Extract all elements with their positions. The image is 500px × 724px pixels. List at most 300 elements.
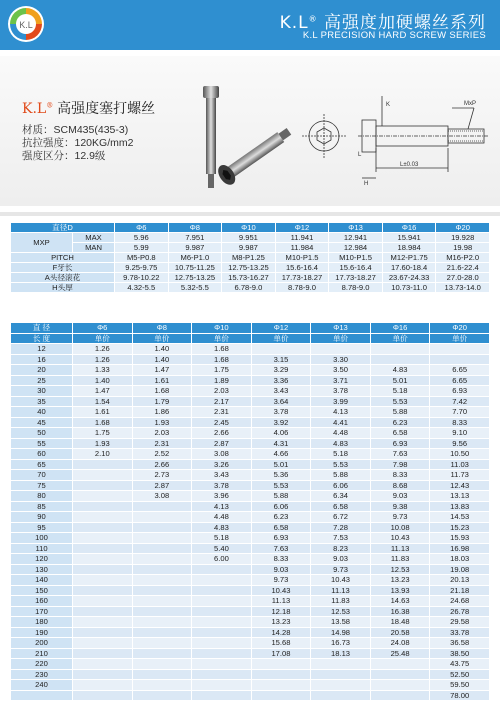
spec-cell: 21.6-22.4 [436,263,490,273]
length-cell: 45 [11,417,73,428]
price-cell: 16.38 [370,606,430,617]
table-row [11,273,490,283]
price-cell: 24.68 [430,596,490,607]
row-label: MAN [73,243,115,253]
table-row [11,253,490,263]
price-cell [73,638,133,649]
price-cell: 3.71 [311,375,371,386]
price-cell: 12.53 [370,564,430,575]
price-header-units [11,333,490,344]
price-cell: 14.28 [251,627,311,638]
price-cell [251,690,311,701]
diameter-cell: Φ8 [168,223,222,233]
svg-text:L±0.03: L±0.03 [400,162,419,168]
spec-cell: 6.78-9.0 [222,283,276,293]
price-cell: 9.73 [251,575,311,586]
price-cell [73,659,133,670]
table-row [11,606,490,617]
price-cell: 4.83 [192,522,252,533]
spec-cell: 23.67-24.33 [382,273,436,283]
price-cell: 26.78 [430,606,490,617]
spec-cell: 12.941 [329,233,383,243]
diameter-cell: Φ16 [382,223,436,233]
diameter-cell: Φ20 [436,223,490,233]
spec-cell: 11.984 [275,243,329,253]
diameter-cell: Φ12 [251,323,311,334]
price-cell: 1.26 [73,354,133,365]
table-row [11,354,490,365]
price-cell: 3.99 [311,396,371,407]
price-cell: 24.08 [370,638,430,649]
unit-price-label: 单价 [192,333,252,344]
spec-tensile: 抗拉强度：120KG/mm2 [22,137,134,149]
price-cell: 13.13 [430,491,490,502]
price-cell [370,344,430,355]
spec-cell: M16-P2.0 [436,253,490,263]
price-cell: 11.83 [311,596,371,607]
table-row [11,680,490,691]
price-cell: 2.73 [132,470,192,481]
price-cell [73,617,133,628]
bolt-photo [188,80,300,200]
price-cell: 14.98 [311,627,371,638]
price-cell: 10.50 [430,449,490,460]
table-row [11,407,490,418]
brand-subtitle: K.L PRECISION HARD SCREW SERIES [302,30,486,41]
length-cell: 100 [11,533,73,544]
length-cell: 35 [11,396,73,407]
price-cell [73,480,133,491]
price-cell: 5.53 [370,396,430,407]
price-cell: 3.29 [251,365,311,376]
price-cell: 4.66 [251,449,311,460]
price-cell: 16.73 [311,638,371,649]
price-cell [73,669,133,680]
price-cell: 8.33 [251,554,311,565]
price-header-diameters [11,323,490,334]
price-cell: 6.23 [251,512,311,523]
table-row [11,575,490,586]
spec-cell: 17.73-18.27 [329,273,383,283]
spec-cell: 13.73-14.0 [436,283,490,293]
price-cell: 7.42 [430,396,490,407]
price-cell: 3.78 [311,386,371,397]
length-cell: 120 [11,554,73,565]
price-cell [132,501,192,512]
spec-cell: M12-P1.75 [382,253,436,263]
header-diameter-label: 直 径 [11,323,73,334]
table-row [11,428,490,439]
price-cell: 8.33 [370,470,430,481]
price-cell [192,596,252,607]
price-cell: 3.08 [132,491,192,502]
header-banner [0,0,500,50]
diameter-cell: Φ10 [222,223,276,233]
diameter-cell: Φ13 [329,223,383,233]
length-cell: 70 [11,470,73,481]
price-cell: 21.18 [430,585,490,596]
spec-cell: 9.78-10.22 [115,273,169,283]
length-cell: 20 [11,365,73,376]
spec-cell: 27.0-28.0 [436,273,490,283]
table-row [11,533,490,544]
price-cell [73,690,133,701]
price-cell: 15.23 [430,522,490,533]
price-cell: 3.15 [251,354,311,365]
length-cell: 50 [11,428,73,439]
diameter-cell: Φ13 [311,323,371,334]
length-cell: 95 [11,522,73,533]
price-cell: 3.92 [251,417,311,428]
price-cell [73,543,133,554]
price-cell: 6.72 [311,512,371,523]
price-cell [370,669,430,680]
length-cell: 140 [11,575,73,586]
price-cell: 8.33 [430,417,490,428]
spec-grade: 强度区分：12.9级 [22,150,106,162]
price-cell [73,606,133,617]
spec-table [10,222,490,293]
length-cell: 160 [11,596,73,607]
table-row [11,470,490,481]
svg-text:L: L [358,152,362,158]
table-row [11,449,490,460]
spec-cell: 9.987 [222,243,276,253]
price-cell [192,627,252,638]
row-label: MAX [73,233,115,243]
price-cell: 78.00 [430,690,490,701]
diameter-cell: Φ6 [73,323,133,334]
price-cell [132,638,192,649]
price-cell: 6.06 [251,501,311,512]
price-cell [132,617,192,628]
price-cell [132,596,192,607]
table-row [11,501,490,512]
price-cell [73,522,133,533]
spec-cell: 15.6-16.4 [329,263,383,273]
price-cell: 17.08 [251,648,311,659]
price-cell: 11.13 [251,596,311,607]
price-cell [132,512,192,523]
length-cell: 16 [11,354,73,365]
table-row [11,386,490,397]
price-cell: 5.88 [311,470,371,481]
price-cell [132,690,192,701]
price-cell [192,690,252,701]
spec-cell: M10-P1.5 [329,253,383,263]
length-cell: 230 [11,669,73,680]
diameter-cell: Φ20 [430,323,490,334]
spec-cell: 7.951 [168,233,222,243]
price-cell: 6.65 [430,375,490,386]
table-row [11,690,490,701]
price-cell: 9.03 [251,564,311,575]
price-cell: 6.00 [192,554,252,565]
price-cell [132,585,192,596]
price-cell: 9.56 [430,438,490,449]
price-cell: 5.88 [370,407,430,418]
price-cell: 2.31 [132,438,192,449]
price-cell: 33.78 [430,627,490,638]
price-cell: 1.47 [73,386,133,397]
price-cell [73,585,133,596]
table-row [11,243,490,253]
price-cell [192,585,252,596]
table-row [11,480,490,491]
price-cell: 4.13 [311,407,371,418]
price-cell [192,669,252,680]
price-cell: 12.53 [311,606,371,617]
table-row [11,491,490,502]
length-cell: 210 [11,648,73,659]
price-cell [132,533,192,544]
diameter-cell: Φ8 [132,323,192,334]
price-cell: 10.43 [311,575,371,586]
length-cell: 40 [11,407,73,418]
table-row [11,438,490,449]
price-cell: 29.58 [430,617,490,628]
price-cell: 43.75 [430,659,490,670]
table-row [11,263,490,273]
row-label: PITCH [11,253,115,263]
svg-text:H: H [364,181,369,186]
price-cell: 11.13 [311,585,371,596]
price-cell: 4.83 [370,365,430,376]
price-cell: 1.68 [192,344,252,355]
price-cell: 5.36 [251,470,311,481]
table-row [11,554,490,565]
spec-cell: 15.73-16.27 [222,273,276,283]
spec-cell: 15.941 [382,233,436,243]
unit-price-label: 单价 [370,333,430,344]
price-cell [73,627,133,638]
price-cell [192,680,252,691]
price-cell [132,648,192,659]
price-cell: 1.40 [132,354,192,365]
price-cell [251,669,311,680]
price-cell: 2.87 [192,438,252,449]
price-cell [311,659,371,670]
price-cell [370,680,430,691]
price-cell: 2.66 [132,459,192,470]
price-cell [192,638,252,649]
price-cell [73,575,133,586]
table-row [11,564,490,575]
length-cell: 65 [11,459,73,470]
diameter-cell: Φ10 [192,323,252,334]
price-cell [192,575,252,586]
price-cell: 3.50 [311,365,371,376]
price-cell: 5.01 [251,459,311,470]
table-row [11,669,490,680]
kl-logo [6,4,46,44]
length-cell: 85 [11,501,73,512]
diameter-cell: Φ6 [115,223,169,233]
unit-price-label: 单价 [311,333,371,344]
price-cell [73,459,133,470]
spec-table-header [11,223,490,233]
price-cell: 1.26 [73,344,133,355]
price-cell [73,648,133,659]
price-cell [251,344,311,355]
table-row [11,283,490,293]
table-row [11,596,490,607]
price-cell: 25.48 [370,648,430,659]
price-cell: 4.41 [311,417,371,428]
diameter-cell: Φ12 [275,223,329,233]
price-cell [73,533,133,544]
table-row [11,522,490,533]
price-cell: 9.03 [311,554,371,565]
spec-cell: 19.928 [436,233,490,243]
price-cell: 7.98 [370,459,430,470]
price-cell [132,575,192,586]
table-row [11,585,490,596]
price-cell: 6.93 [430,386,490,397]
spec-cell: 9.951 [222,233,276,243]
price-cell: 20.58 [370,627,430,638]
price-cell: 2.17 [192,396,252,407]
table-row [11,365,490,376]
price-cell: 3.96 [192,491,252,502]
price-cell: 2.03 [132,428,192,439]
price-cell: 1.40 [132,344,192,355]
length-cell: 220 [11,659,73,670]
technical-drawing [302,86,492,186]
price-cell [311,680,371,691]
price-cell: 2.03 [192,386,252,397]
price-cell: 52.50 [430,669,490,680]
price-cell: 18.48 [370,617,430,628]
price-cell: 3.43 [251,386,311,397]
table-row [11,543,490,554]
price-cell: 7.70 [430,407,490,418]
price-cell: 6.58 [370,428,430,439]
price-cell [73,501,133,512]
price-cell: 16.98 [430,543,490,554]
unit-price-label: 单价 [73,333,133,344]
price-cell: 14.53 [430,512,490,523]
svg-text:K.L: K.L [19,20,33,30]
price-cell: 4.83 [311,438,371,449]
price-cell: 1.68 [132,386,192,397]
price-cell: 11.03 [430,459,490,470]
price-table [10,322,490,701]
length-cell: 75 [11,480,73,491]
spec-cell: 15.6-16.4 [275,263,329,273]
price-cell: 15.93 [430,533,490,544]
table-row [11,344,490,355]
row-label: A头径滚花 [11,273,115,283]
price-cell: 1.68 [192,354,252,365]
price-cell [192,606,252,617]
price-cell [132,669,192,680]
price-cell: 7.63 [251,543,311,554]
spec-cell: 12.75-13.25 [222,263,276,273]
price-cell: 5.18 [311,449,371,460]
price-cell: 13.93 [370,585,430,596]
price-cell: 9.73 [311,564,371,575]
price-cell [192,564,252,575]
unit-price-label: 单价 [132,333,192,344]
spec-cell: 9.987 [168,243,222,253]
spec-cell: 11.941 [275,233,329,243]
diameter-cell: Φ16 [370,323,430,334]
price-cell: 2.45 [192,417,252,428]
price-cell: 3.78 [192,480,252,491]
length-cell: 80 [11,491,73,502]
price-cell: 1.79 [132,396,192,407]
price-cell [73,470,133,481]
spec-cell: M10-P1.5 [275,253,329,263]
length-cell: 110 [11,543,73,554]
price-cell: 59.50 [430,680,490,691]
length-cell: 90 [11,512,73,523]
spec-cell: 4.32-5.5 [115,283,169,293]
price-cell: 2.52 [132,449,192,460]
spec-cell: 19.98 [436,243,490,253]
table-row [11,417,490,428]
spec-cell: 8.78-9.0 [329,283,383,293]
price-cell: 3.26 [192,459,252,470]
price-cell: 9.73 [370,512,430,523]
price-cell [192,659,252,670]
price-cell [430,344,490,355]
price-cell: 38.50 [430,648,490,659]
price-cell: 6.23 [370,417,430,428]
length-cell: 180 [11,617,73,628]
table-row [11,512,490,523]
price-cell: 6.93 [251,533,311,544]
price-cell [132,522,192,533]
header-length-label: 长 度 [11,333,73,344]
spec-cell: 17.60-18.4 [382,263,436,273]
price-cell: 1.33 [73,365,133,376]
price-cell: 3.43 [192,470,252,481]
section-divider [0,212,500,216]
price-cell: 5.01 [370,375,430,386]
price-cell [192,617,252,628]
price-cell: 1.93 [132,417,192,428]
price-cell: 1.54 [73,396,133,407]
price-cell: 6.58 [311,501,371,512]
price-cell: 18.13 [311,648,371,659]
length-cell: 150 [11,585,73,596]
length-cell: 55 [11,438,73,449]
spec-cell: 8.78-9.0 [275,283,329,293]
price-cell [132,606,192,617]
price-cell: 5.53 [251,480,311,491]
table-row [11,659,490,670]
price-cell: 4.48 [192,512,252,523]
price-cell: 1.40 [73,375,133,386]
price-cell: 4.13 [192,501,252,512]
brand-title: K.L® 高强度加硬螺丝系列 [279,13,486,33]
spec-material: 材质：SCM435(435-3) [22,124,129,136]
price-cell: 7.63 [370,449,430,460]
mxp-label: MXP [11,233,73,253]
price-cell [251,659,311,670]
price-cell [73,512,133,523]
price-cell: 7.53 [311,533,371,544]
price-cell: 13.58 [311,617,371,628]
price-cell: 12.43 [430,480,490,491]
price-cell: 19.08 [430,564,490,575]
price-cell [132,543,192,554]
price-cell: 10.43 [251,585,311,596]
price-cell: 7.28 [311,522,371,533]
price-cell: 1.47 [132,365,192,376]
